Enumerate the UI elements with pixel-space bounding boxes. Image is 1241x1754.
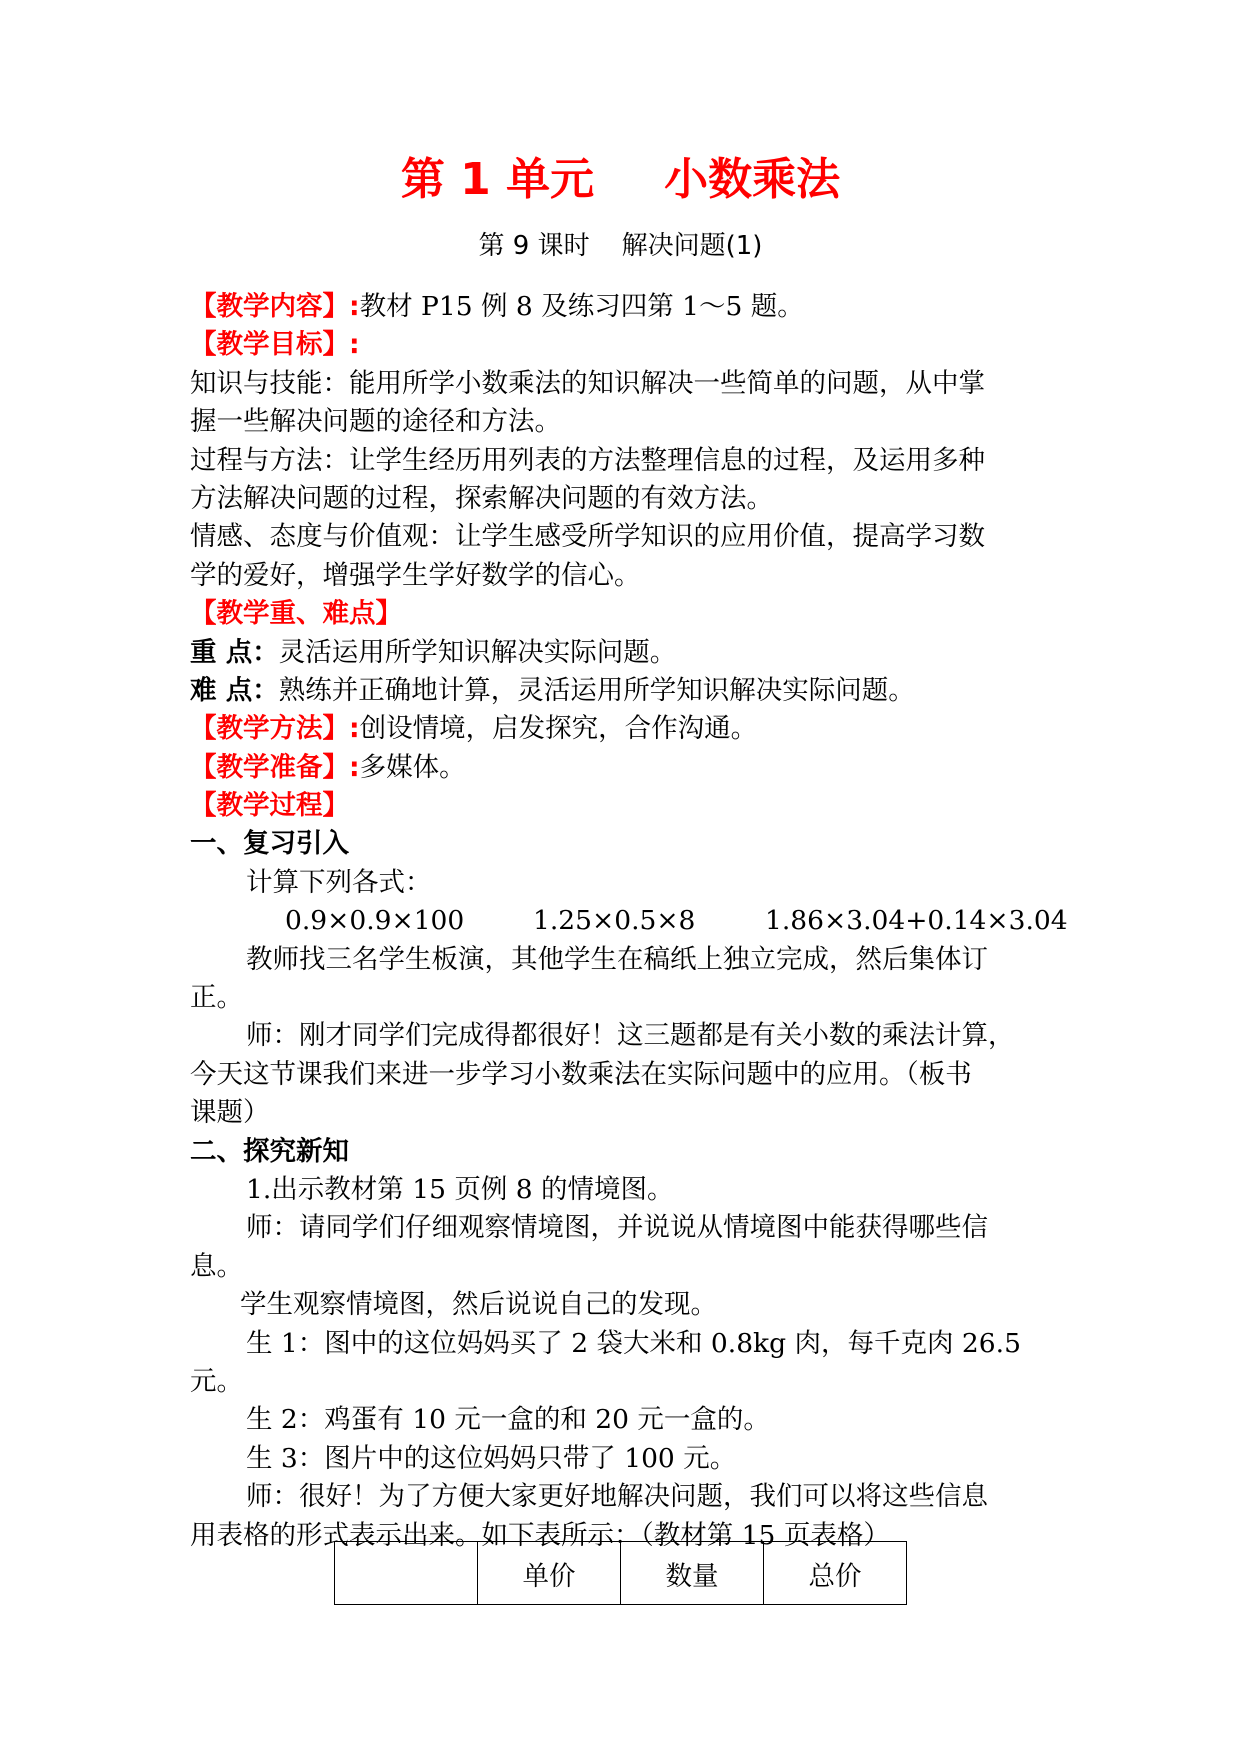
objective-line: 学的爱好，增强学生学好数学的信心。: [190, 559, 641, 591]
lesson-title: [0, 226, 1241, 266]
explore-line: 生 2：鸡蛋有 10 元一盒的和 20 元一盒的。: [246, 1404, 770, 1436]
key-point-line: [190, 634, 1090, 672]
explore-line: 元。: [190, 1365, 243, 1397]
process-label: 【教学过程】: [190, 790, 349, 822]
difficult-point-label: 难 点：: [190, 674, 279, 706]
prep-text: 多媒体。: [359, 751, 466, 783]
objective-line: 方法解决问题的过程，探索解决问题的有效方法。: [190, 482, 773, 514]
difficult-point-line: [190, 672, 1090, 710]
explore-heading: 二、探究新知: [190, 1135, 349, 1167]
content-line: [190, 288, 1090, 326]
objective-line: 握一些解决问题的途径和方法。: [190, 406, 561, 438]
table-header-cell: 单价: [478, 1542, 621, 1605]
expression-row: [190, 902, 1090, 940]
review-heading: 一、复习引入: [190, 828, 349, 860]
prep-line: [190, 749, 1090, 787]
review-line: 师：刚才同学们完成得都很好！这三题都是有关小数的乘法计算，: [246, 1020, 1015, 1052]
objectives-label: 【教学目标】:: [190, 329, 360, 361]
info-table: [334, 1541, 907, 1605]
expression: 1.25×0.5×8: [533, 905, 696, 937]
prep-label: 【教学准备】:: [190, 751, 360, 783]
keypoints-label: 【教学重、难点】: [190, 598, 402, 630]
explore-line: 用表格的形式表示出来。如下表所示：（教材第 15 页表格）: [190, 1519, 890, 1551]
method-line: [190, 710, 1090, 748]
document-body: [190, 288, 1090, 1555]
expression: 0.9×0.9×100: [285, 905, 465, 937]
method-text: 创设情境，启发探究，合作沟通。: [359, 713, 758, 745]
table-header-cell: [335, 1542, 478, 1605]
explore-line: 生 1：图中的这位妈妈买了 2 袋大米和 0.8kg 肉，每千克肉 26.5: [246, 1327, 1021, 1359]
content-label: 【教学内容】:: [190, 291, 360, 322]
explore-line: 1.出示教材第 15 页例 8 的情境图。: [246, 1173, 674, 1205]
unit-title: [0, 150, 1241, 210]
review-line: 教师找三名学生板演，其他学生在稿纸上独立完成，然后集体订: [246, 943, 988, 975]
table-header-cell: 数量: [621, 1542, 764, 1605]
objective-line: 情感、态度与价值观：让学生感受所学知识的应用价值，提高学习数: [190, 521, 985, 553]
table-header-cell: 总价: [764, 1542, 907, 1605]
content-text: 教材 P15 例 8 及练习四第 1～5 题。: [359, 291, 804, 322]
key-point-text: 灵活运用所学知识解决实际问题。: [278, 636, 677, 668]
review-line: 课题）: [190, 1097, 270, 1129]
objective-line: 知识与技能：能用所学小数乘法的知识解决一些简单的问题，从中掌: [190, 367, 985, 399]
unit-label: 第 1 单元: [400, 154, 595, 205]
lesson-name: 解决问题(1): [621, 231, 763, 261]
review-intro: 计算下列各式：: [246, 866, 432, 898]
review-line: 今天这节课我们来进一步学习小数乘法在实际问题中的应用。（板书: [190, 1058, 972, 1090]
lesson-number: 第 9 课时: [478, 231, 590, 261]
expression: 1.86×3.04+0.14×3.04: [765, 905, 1068, 937]
unit-topic: 小数乘法: [664, 154, 841, 205]
explore-line: 学生观察情境图，然后说说自己的发现。: [240, 1289, 717, 1321]
key-point-label: 重 点：: [190, 636, 279, 668]
difficult-point-text: 熟练并正确地计算，灵活运用所学知识解决实际问题。: [278, 674, 915, 706]
explore-line: 生 3：图片中的这位妈妈只带了 100 元。: [246, 1442, 737, 1474]
explore-line: 息。: [190, 1250, 243, 1282]
objective-line: 过程与方法：让学生经历用列表的方法整理信息的过程，及运用多种: [190, 444, 985, 476]
explore-line: 师：请同学们仔细观察情境图，并说说从情境图中能获得哪些信: [246, 1212, 988, 1244]
method-label: 【教学方法】:: [190, 713, 360, 745]
explore-line: 师：很好！为了方便大家更好地解决问题，我们可以将这些信息: [246, 1481, 988, 1513]
table-header-row: [335, 1542, 907, 1605]
review-line: 正。: [190, 982, 243, 1014]
